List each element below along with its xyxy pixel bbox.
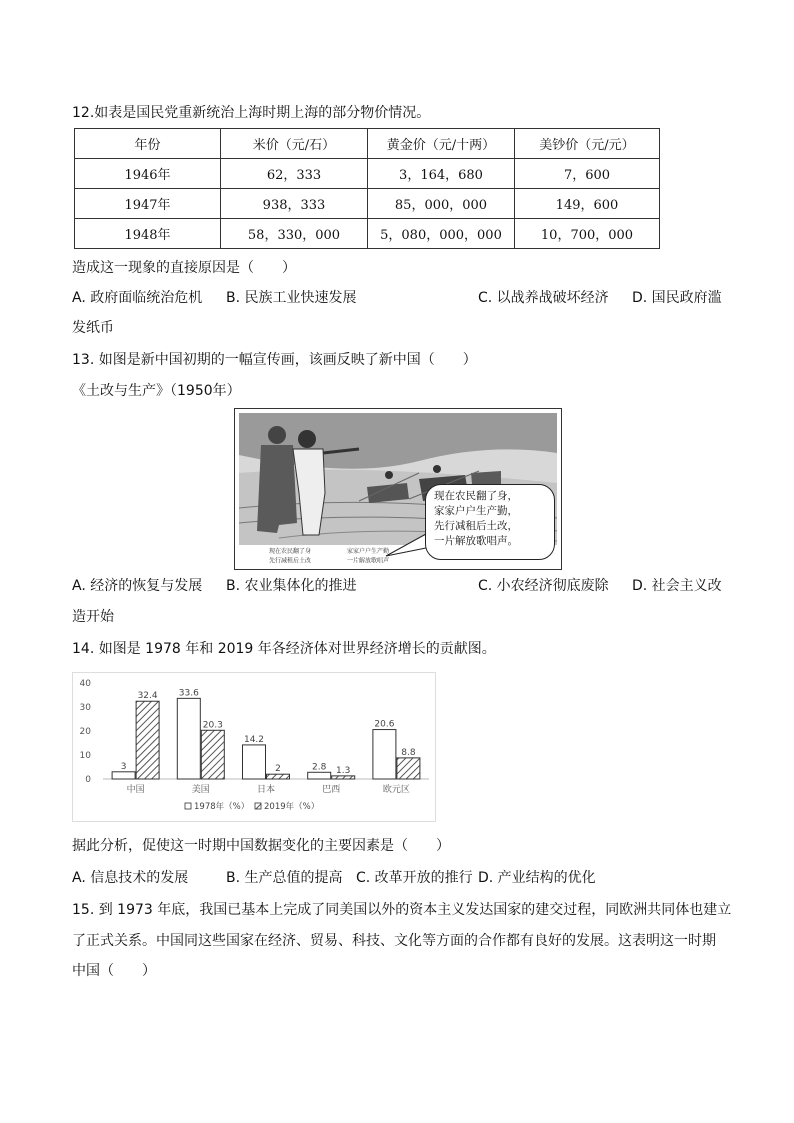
y-tick-label: 40 bbox=[79, 679, 91, 689]
bar-1978 bbox=[112, 772, 135, 779]
table-row bbox=[75, 189, 660, 219]
chart-bars bbox=[112, 698, 420, 779]
q13-image-title: 《土改与生产》（1950年） bbox=[72, 383, 241, 399]
q12-question: 造成这一现象的直接原因是（ ） bbox=[72, 260, 296, 276]
speech-bubble bbox=[425, 484, 555, 560]
table-cell: 1946年 bbox=[75, 159, 221, 189]
table-cell: 149，600 bbox=[515, 189, 660, 219]
y-tick-label: 20 bbox=[79, 727, 91, 737]
bar-value-label: 33.6 bbox=[178, 688, 199, 699]
bar-chart bbox=[73, 673, 435, 821]
q13-option-d[interactable]: D. 社会主义改 bbox=[632, 578, 722, 594]
q14-option-c[interactable]: C. 改革开放的推行 bbox=[356, 870, 473, 886]
bar-value-label: 2.8 bbox=[312, 762, 327, 773]
chart-legend bbox=[185, 801, 319, 812]
bar-2019 bbox=[397, 758, 420, 779]
poster-caption-right: 家家户户生产勤 一片解放歌唱声 bbox=[347, 548, 390, 565]
q14-option-a[interactable]: A. 信息技术的发展 bbox=[72, 870, 189, 886]
bar-value-label: 20.6 bbox=[374, 719, 395, 730]
table-header-row bbox=[75, 129, 660, 159]
price-table bbox=[74, 128, 660, 249]
legend-label: 2019年（%） bbox=[264, 802, 320, 812]
bar-2019 bbox=[136, 701, 159, 779]
q13-option-d-continued: 造开始 bbox=[72, 609, 114, 625]
x-category-label: 美国 bbox=[191, 785, 210, 795]
y-tick-label: 10 bbox=[79, 751, 91, 761]
q13-option-b[interactable]: B. 农业集体化的推进 bbox=[226, 578, 357, 594]
y-tick-label: 30 bbox=[79, 703, 91, 713]
bar-2019 bbox=[201, 730, 224, 779]
bar-1978 bbox=[308, 772, 331, 779]
q13-option-a[interactable]: A. 经济的恢复与发展 bbox=[72, 578, 203, 594]
bar-value-label: 2 bbox=[275, 764, 281, 775]
table-cell: 10，700，000 bbox=[515, 219, 660, 249]
x-category-label: 日本 bbox=[256, 785, 276, 795]
q12-option-c[interactable]: C. 以战养战破坏经济 bbox=[478, 290, 609, 306]
table-cell: 5，080，000，000 bbox=[368, 219, 515, 249]
q12-option-d[interactable]: D. 国民政府滥 bbox=[632, 290, 722, 306]
table-cell: 58，330，000 bbox=[221, 219, 368, 249]
x-category-label: 中国 bbox=[126, 785, 145, 795]
bar-value-label: 32.4 bbox=[137, 691, 158, 702]
legend-label: 1978年（%） bbox=[194, 802, 250, 812]
table-cell: 1948年 bbox=[75, 219, 221, 249]
bar-1978 bbox=[373, 730, 396, 779]
y-tick-label: 0 bbox=[85, 775, 91, 785]
bar-value-label: 3 bbox=[120, 761, 127, 772]
bar-1978 bbox=[177, 698, 200, 779]
bubble-line: 先行减租后土改， bbox=[434, 520, 518, 532]
bubble-pointer bbox=[384, 520, 430, 560]
q15-line-2: 了正式关系。中国同这些国家在经济、贸易、科技、文化等方面的合作都有良好的发展。这表明这一时期 bbox=[72, 933, 716, 949]
q14-stem: 14. 如图是 1978 年和 2019 年各经济体对世界经济增长的贡献图。 bbox=[72, 641, 496, 657]
table-header: 黄金价（元/十两） bbox=[368, 129, 515, 159]
q14-option-d[interactable]: D. 产业结构的优化 bbox=[478, 870, 596, 886]
table-cell: 7，600 bbox=[515, 159, 660, 189]
q14-option-b[interactable]: B. 生产总值的提高 bbox=[226, 870, 343, 886]
contribution-chart bbox=[72, 672, 436, 822]
table-header: 米价（元/石） bbox=[221, 129, 368, 159]
bar-value-label: 20.3 bbox=[202, 720, 223, 731]
table-cell: 85，000，000 bbox=[368, 189, 515, 219]
table-cell: 3，164，680 bbox=[368, 159, 515, 189]
table-header: 美钞价（元/元） bbox=[515, 129, 660, 159]
q12-option-b[interactable]: B. 民族工业快速发展 bbox=[226, 290, 357, 306]
bubble-line: 现在农民翻了身， bbox=[434, 490, 518, 502]
table-row bbox=[75, 159, 660, 189]
bubble-line: 一片解放歌唱声。 bbox=[434, 535, 518, 547]
legend-swatch bbox=[255, 803, 261, 809]
q15-line-1: 15. 到 1973 年底，我国已基本上完成了同美国以外的资本主义发达国家的建交过程，同欧洲共同体也建立 bbox=[72, 902, 732, 918]
bar-value-label: 8.8 bbox=[401, 747, 416, 758]
x-category-label: 巴西 bbox=[322, 785, 341, 795]
bar-value-label: 14.2 bbox=[243, 734, 265, 745]
bar-2019 bbox=[267, 774, 290, 779]
poster-caption-left: 现在农民翻了身 先行减租后土改 bbox=[269, 548, 312, 565]
q13-stem: 13. 如图是新中国初期的一幅宣传画，该画反映了新中国（ ） bbox=[72, 352, 477, 368]
table-cell: 938，333 bbox=[221, 189, 368, 219]
table-cell: 62，333 bbox=[221, 159, 368, 189]
q12-option-a[interactable]: A. 政府面临统治危机 bbox=[72, 290, 203, 306]
legend-swatch bbox=[185, 803, 191, 809]
bubble-line: 家家户户生产勤， bbox=[434, 505, 518, 517]
q12-stem: 12.如表是国民党重新统治上海时期上海的部分物价情况。 bbox=[72, 105, 431, 121]
bar-value-label: 1.3 bbox=[336, 765, 351, 776]
table-header: 年份 bbox=[75, 129, 221, 159]
x-category-label: 欧元区 bbox=[382, 785, 410, 795]
q15-line-3: 中国（ ） bbox=[72, 963, 156, 979]
bar-2019 bbox=[332, 776, 355, 779]
q14-question: 据此分析，促使这一时期中国数据变化的主要因素是（ ） bbox=[72, 838, 450, 854]
q12-option-d-continued: 发纸币 bbox=[72, 320, 114, 336]
table-cell: 1947年 bbox=[75, 189, 221, 219]
q13-option-c[interactable]: C. 小农经济彻底废除 bbox=[478, 578, 609, 594]
bar-1978 bbox=[243, 745, 266, 779]
table-row bbox=[75, 219, 660, 249]
